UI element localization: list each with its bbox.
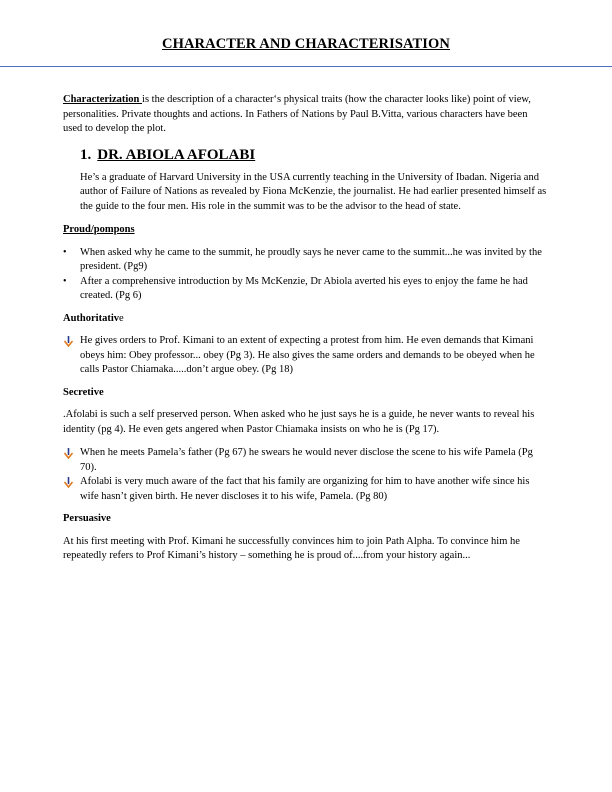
list-item-text: After a comprehensive introduction by Ms McKenzie, Dr Abiola averted his eyes to enjoy the fame he had created. (Pg 6) [80, 275, 528, 301]
secretive-paragraph: .Afolabi is such a self preserved person. When asked who he just says he is a guide, he never wants to reveal his identity (pg 4). He even gets angered when Pastor Chiamaka insists on who he is (Pg 17). [63, 409, 535, 435]
arrow-bullet-icon [63, 446, 77, 459]
authoritative-list [63, 334, 547, 378]
proud-list [63, 246, 547, 304]
document-body [63, 93, 547, 573]
trait-heading-persuasive: Persuasive [63, 513, 111, 524]
trait-heading-rest: e [119, 312, 124, 324]
arrow-bullet-icon [63, 475, 77, 488]
arrow-bullet-icon [63, 334, 77, 347]
intro-term: Characterization [63, 94, 143, 105]
persuasive-paragraph: At his first meeting with Prof. Kimani he successfully convinces him to join Path Alpha. To convince him he repeatedly refers to Prof Kimani’s history – something he is proud of....from your history again... [63, 535, 520, 561]
list-item [63, 446, 547, 475]
list-item [63, 475, 547, 504]
bullet-icon: • [63, 275, 67, 287]
character-name: DR. ABIOLA AFOLABI [97, 146, 256, 163]
intro-text: is the description of a character‘s physical traits (how the character looks like) point of view, personalities. Private thoughts and actions. In Fathers of Nations by Paul B.Vitta, various characters have been used to develop the plot. [63, 94, 531, 134]
list-item [63, 246, 547, 275]
character-description: He’s a graduate of Harvard University in the USA currently teaching in the University of Ibadan. Nigeria and author of Failure of Nations as revealed by Fiona McKenzie, the journalist. He had earlier presented himself as the guide to the four men. His role in the summit was to be the advisor to the head of state. [80, 171, 547, 212]
character-heading [80, 146, 547, 164]
list-item-text: Afolabi is very much aware of the fact that his family are organizing for him to have another wife since his wife hasn’t given birth. He never discloses it to his wife, Pamela. (Pg 80) [80, 476, 530, 502]
list-item [63, 275, 547, 304]
list-item [63, 334, 547, 378]
list-item-text: When he meets Pamela’s father (Pg 67) he swears he would never disclose the scene to his wife Pamela (Pg 70). [80, 447, 533, 473]
trait-heading-secretive: Secretive [63, 386, 104, 398]
page-title: CHARACTER AND CHARACTERISATION [162, 36, 450, 52]
bullet-icon: • [63, 246, 67, 258]
character-number: 1. [80, 146, 92, 163]
secretive-list [63, 446, 547, 504]
trait-heading-bold: Authoritativ [63, 312, 119, 324]
intro-paragraph [63, 93, 547, 137]
list-item-text: He gives orders to Prof. Kimani to an extent of expecting a protest from him. He even demands that Kimani obeys him: Obey professor... obey (Pg 3). He also gives the same orders and demands to be obeyed when he calls Pastor Chiamaka.....don’t argue obey. (Pg 18) [80, 335, 535, 375]
trait-heading-authoritative [63, 312, 547, 327]
list-item-text: When asked why he came to the summit, he proudly says he never came to the summit...he was invited by the president. (Pg9) [80, 246, 542, 272]
trait-heading-proud: Proud/pompons [63, 224, 135, 235]
header-divider [0, 66, 612, 67]
